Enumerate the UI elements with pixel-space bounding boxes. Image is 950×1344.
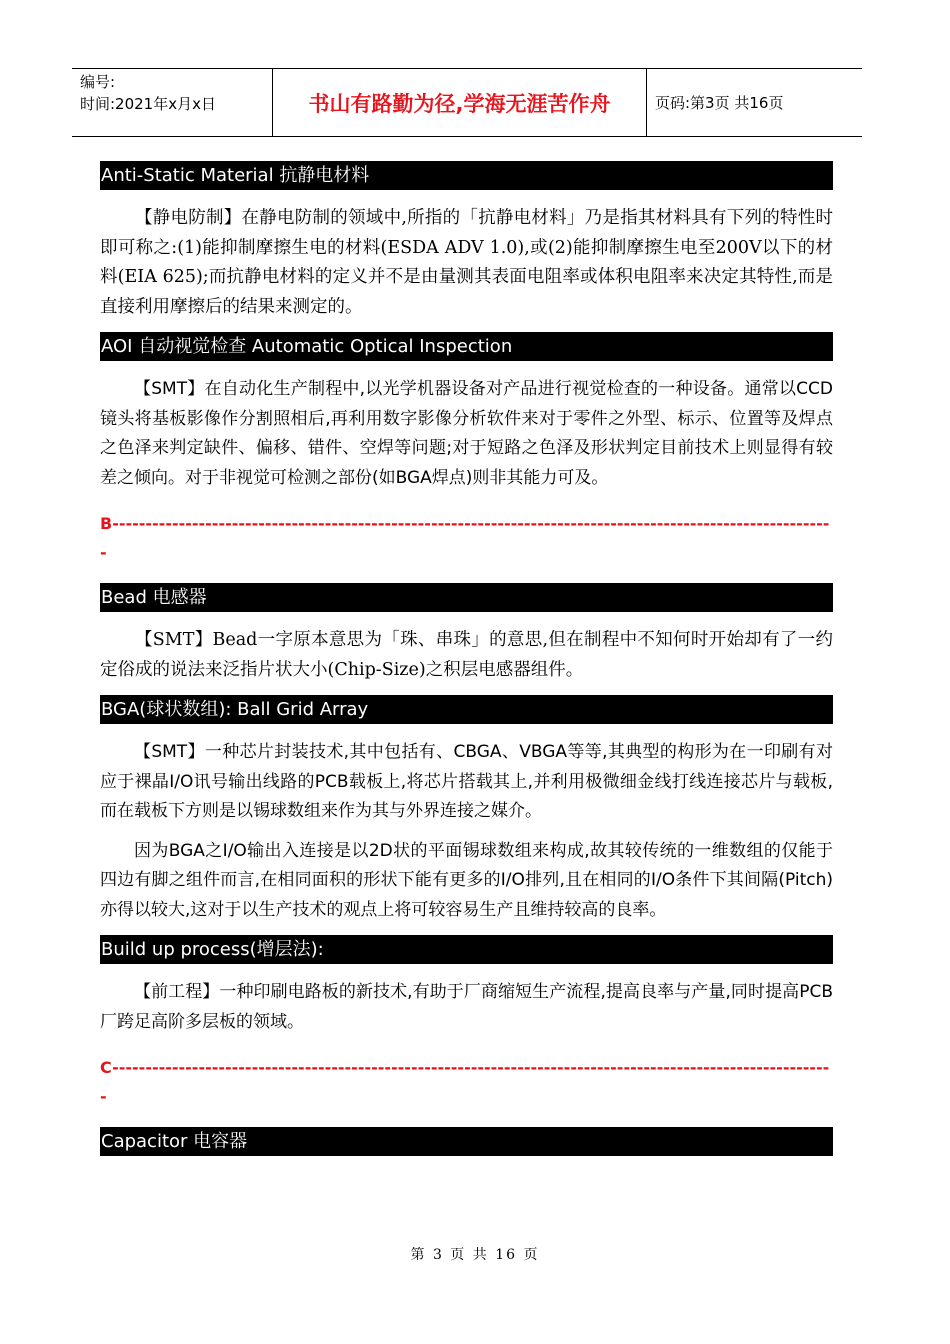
letter-separator-b: B------------------------------------------------------------------------------------------------------------- [100, 514, 830, 562]
section-anti-static [100, 161, 833, 322]
document-time-label: 时间:2021年x月x日 [80, 95, 216, 113]
document-number-label: 编号: [80, 73, 116, 91]
section-capacitor [100, 1127, 833, 1156]
section-paragraph: 因为BGA之I/O输出入连接是以2D状的平面锡球数组来构成,故其较传统的一维数组的仅能于四边有脚之组件而言,在相同面积的形状下能有更多的I/O排列,且在相同的I/O条件下其间隔(Pitch)亦得以较大,这对于以生产技术的观点上将可较容易生产且维持较高的良率。 [100, 840, 833, 920]
section-title: AOI 自动视觉检查 Automatic Optical Inspection [100, 332, 833, 361]
section-build-up [100, 935, 833, 1037]
section-paragraph: 【SMT】在自动化生产制程中,以光学机器设备对产品进行视觉检查的一种设备。通常以CCD镜头将基板影像作分割照相后,再利用数字影像分析软件来对于零件之外型、标示、位置等及焊点之色泽来判定缺件、偏移、错件、空焊等问题;对于短路之色泽及形状判定目前技术上则显得有较差之倾向。对于非视觉可检测之部份(如BGA焊点)则非其能力可及。 [100, 379, 833, 488]
letter-separator-c: C------------------------------------------------------------------------------------------------------------- [100, 1058, 830, 1106]
page-footer: 第 3 页 共 16 页 [410, 1247, 540, 1263]
section-paragraph: 【SMT】一种芯片封装技术,其中包括有、CBGA、VBGA等等,其典型的构形为在一印刷有对应于裸晶I/O讯号输出线路的PCB载板上,将芯片搭载其上,并利用极微细金线打线连接芯片与载板,而在载板下方则是以锡球数组来作为其与外界连接之媒介。 [100, 742, 833, 821]
section-paragraph: 【前工程】一种印刷电路板的新技术,有助于厂商缩短生产流程,提高良率与产量,同时提高PCB厂跨足高阶多层板的领域。 [100, 982, 833, 1032]
header-meta [72, 69, 273, 136]
section-bga [100, 695, 833, 925]
page-header [72, 68, 862, 137]
section-title: Build up process(增层法): [100, 935, 833, 964]
section-aoi [100, 332, 833, 493]
section-title: Bead 电感器 [100, 583, 833, 612]
section-paragraph: 【静电防制】在静电防制的领域中,所指的「抗静电材料」乃是指其材料具有下列的特性时即可称之:(1)能抑制摩擦生电的材料(ESDA ADV 1.0),或(2)能抑制摩擦生电至200V以下的材料(EIA 625);而抗静电材料的定义并不是由量测其表面电阻率或体积电阻率来决定其特性,而是直接利用摩擦后的结果来测定的。 [100, 208, 833, 317]
section-bead [100, 583, 833, 685]
section-title: BGA(球状数组): Ball Grid Array [100, 695, 833, 724]
section-title: Anti-Static Material 抗静电材料 [100, 161, 833, 190]
document-body [100, 161, 833, 1156]
header-motto: 书山有路勤为径,学海无涯苦作舟 [273, 69, 647, 136]
section-paragraph: 【SMT】Bead一字原本意思为「珠、串珠」的意思,但在制程中不知何时开始却有了一约定俗成的说法来泛指片状大小(Chip-Size)之积层电感器组件。 [100, 630, 833, 680]
header-page-number: 页码:第3页 共16页 [655, 94, 784, 112]
section-title: Capacitor 电容器 [100, 1127, 833, 1156]
